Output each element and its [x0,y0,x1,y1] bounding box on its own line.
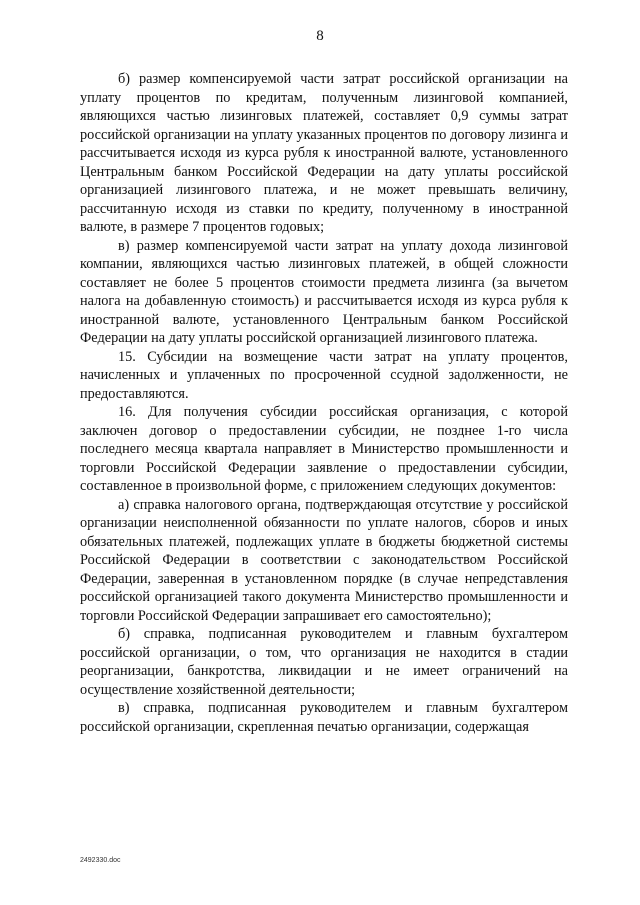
paragraph-6v: в) размер компенсируемой части затрат на уплату дохода лизинговой компании, являющихся частью лизинговых платежей, в общей сложности составляет не более 5 процентов стоимости предмета лизинга (за вычетом налога на добавленную стоимость) и рассчитывается исходя из курса рубля к иностранной валюте, установленного Центральным банком Российской Федерации на дату уплаты российской организацией лизингового платежа. [80,237,568,346]
document-body [80,70,568,736]
paragraph-16v: в) справка, подписанная руководителем и главным бухгалтером российской организации, скрепленная печатью организации, содержащая [80,700,568,735]
paragraph-16: 16. Для получения субсидии российская организация, с которой заключен договор о предоставлении субсидии, не позднее 1-го числа последнего месяца квартала направляет в Министерство промышленности и торговли Российской Федерации заявление о предоставлении субсидии, составленное в произвольной форме, с приложением следующих документов: [80,404,568,494]
file-name-footer: 2492330.doc [80,857,121,864]
paragraph-16b: б) справка, подписанная руководителем и главным бухгалтером российской организации, о том, что организация не находится в стадии реорганизации, банкротства, ликвидации и не имеет ограничений на осуществление хозяйственной деятельности; [80,626,568,698]
page-number: 8 [316,28,324,44]
paragraph-16a: а) справка налогового органа, подтверждающая отсутствие у российской организации неисполненной обязанности по уплате налогов, сборов и иных обязательных платежей, подлежащих уплате в бюджеты бюджетной системы Российской Федерации в соответствии с законодательством Российской Федерации, заверенная в установленном порядке (в случае непредставления российской организацией такого документа Министерство промышленности и торговли Российской Федерации запрашивает его самостоятельно); [80,496,568,624]
paragraph-15: 15. Субсидии на возмещение части затрат на уплату процентов, начисленных и уплаченных по просроченной ссудной задолженности, не предоставляются. [80,348,568,402]
paragraph-6b: б) размер компенсируемой части затрат российской организации на уплату процентов по кредитам, полученным лизинговой компанией, являющихся частью лизинговых платежей, составляет 0,9 суммы затрат российской организации на уплату указанных процентов по договору лизинга и рассчитывается исходя из курса рубля к иностранной валюте, установленного Центральным банком Российской Федерации на дату уплаты российской организацией лизингового платежа, и не может превышать величину, рассчитанную исходя из ставки по кредиту, полученному в иностранной валюте, в размере 7 процентов годовых; [80,71,568,235]
